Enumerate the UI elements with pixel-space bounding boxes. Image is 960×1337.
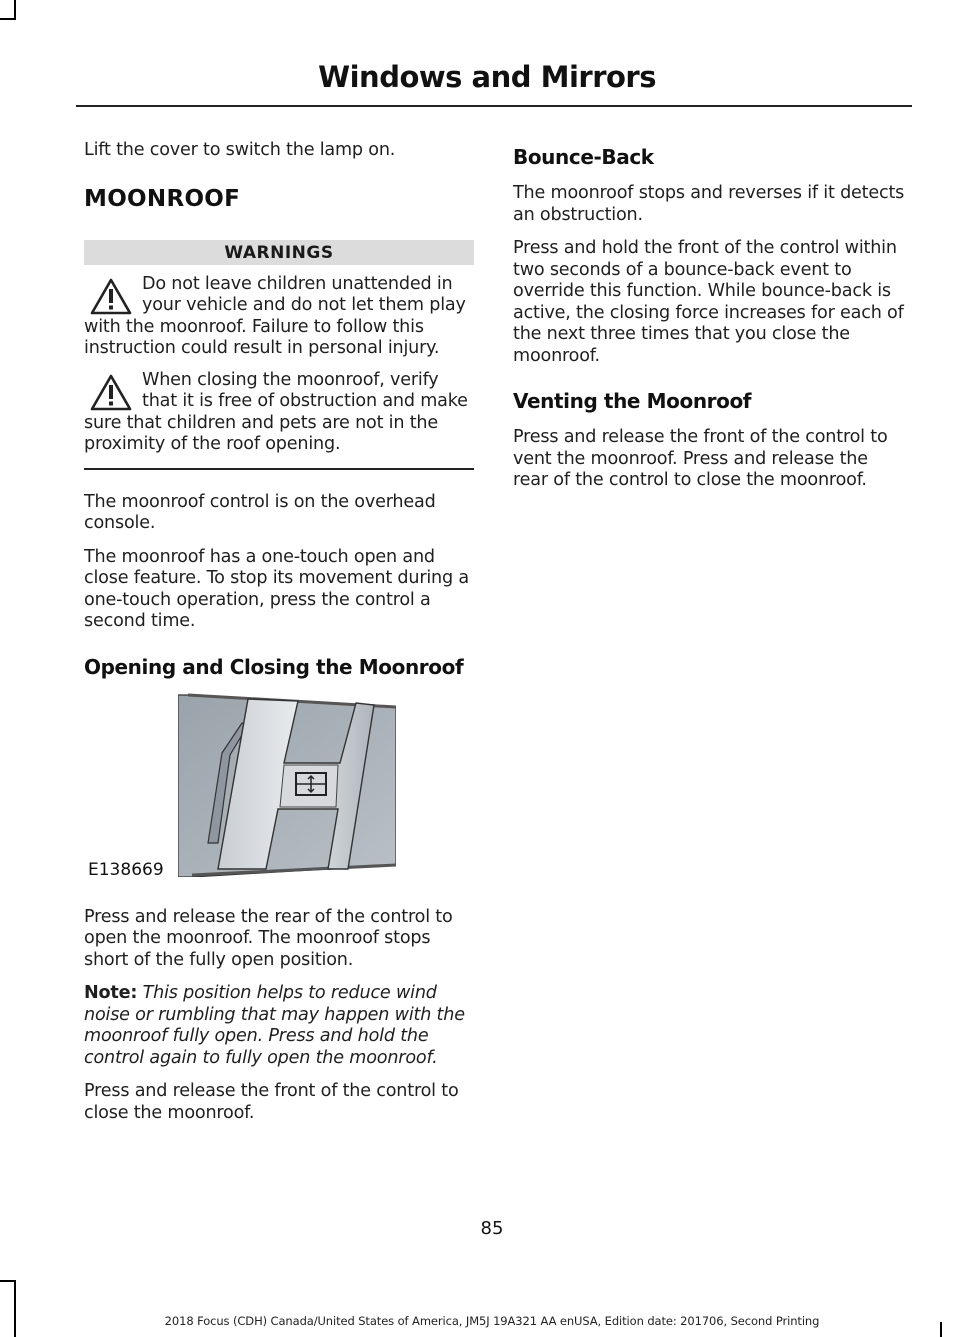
subsection-heading: Venting the Moonroof bbox=[513, 389, 752, 413]
note-text: This position helps to reduce wind noise or rumbling that may happen with the moonroof fully open. Press and hold the control again to fully open the moonroof. bbox=[84, 983, 465, 1068]
warning-item bbox=[84, 274, 474, 360]
right-column bbox=[513, 140, 905, 504]
warning-triangle-icon bbox=[90, 278, 132, 316]
crop-mark bbox=[14, 0, 16, 20]
note-label: Note: bbox=[84, 983, 138, 1003]
note bbox=[84, 983, 474, 1069]
body-text: The moonroof stops and reverses if it detects an obstruction. bbox=[513, 183, 905, 225]
warning-text: Do not leave children unattended in your vehicle and do not let them play with the moonroof. Failure to follow this instruction could result in personal injury. bbox=[84, 273, 466, 358]
warning-triangle-icon bbox=[90, 374, 132, 412]
warning-text: When closing the moonroof, verify that it is free of obstruction and make sure that children and pets are not in the proximity of the roof opening. bbox=[84, 369, 468, 454]
subsection-heading: Opening and Closing the Moonroof bbox=[84, 654, 464, 679]
body-text: The moonroof has a one-touch open and close feature. To stop its movement during a one-touch operation, press the control a second time. bbox=[84, 546, 469, 631]
body-text: The moonroof control is on the overhead console. bbox=[84, 491, 436, 533]
crop-mark bbox=[0, 18, 16, 20]
body-text: Press and release the front of the control to vent the moonroof. Press and release the rear of the control to close the moonroof. bbox=[513, 427, 888, 490]
figure-code: E138669 bbox=[88, 859, 164, 880]
body-text: Press and release the rear of the control to open the moonroof. The moonroof stops short of the fully open position. bbox=[84, 906, 453, 970]
warnings-header: WARNINGS bbox=[84, 240, 474, 265]
crop-mark bbox=[0, 1280, 16, 1282]
subsection-heading: Bounce-Back bbox=[513, 145, 654, 169]
moonroof-control-illustration bbox=[178, 693, 396, 877]
intro-text: Lift the cover to switch the lamp on. bbox=[84, 140, 396, 160]
body-text: Press and release the front of the control to close the moonroof. bbox=[84, 1081, 459, 1123]
page-number: 85 bbox=[480, 1218, 504, 1239]
moonroof-control-figure bbox=[84, 693, 474, 893]
crop-mark bbox=[14, 1280, 16, 1337]
header-divider bbox=[76, 105, 912, 107]
warning-item bbox=[84, 370, 474, 456]
footer-text: 2018 Focus (CDH) Canada/United States of America, JM5J 19A321 AA enUSA, Edition date: 201706, Second Printing bbox=[164, 1314, 820, 1328]
left-column bbox=[84, 140, 474, 1136]
body-text: Press and hold the front of the control within two seconds of a bounce-back event to override this function. While bounce-back is active, the closing force increases for each of the next three times that you close the moonroof. bbox=[513, 238, 904, 366]
warnings-divider bbox=[84, 468, 474, 470]
section-heading: MOONROOF bbox=[84, 185, 241, 212]
page-title: Windows and Mirrors bbox=[318, 60, 656, 94]
